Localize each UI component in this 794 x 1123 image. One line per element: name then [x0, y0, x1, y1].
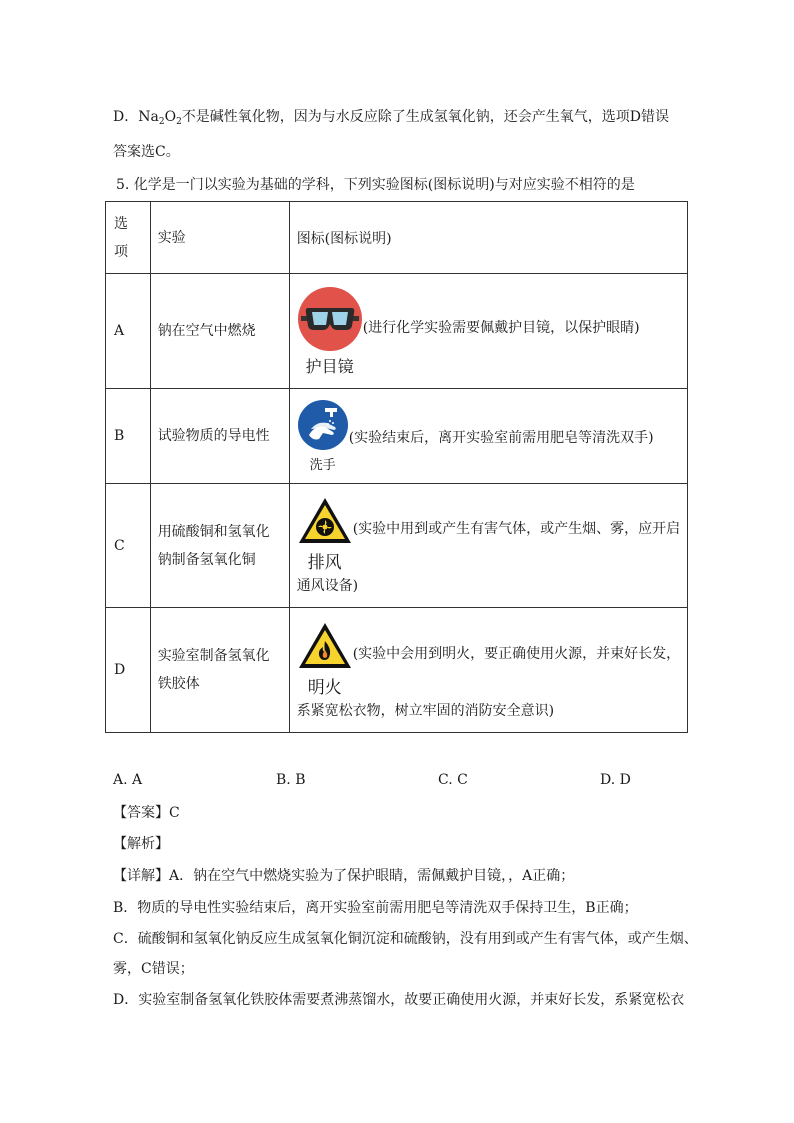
- row-experiment: 用硫酸铜和氢氧化 钠制备氢氧化铜: [150, 484, 289, 608]
- row-option: C: [106, 484, 151, 608]
- row-experiment: 钠在空气中燃烧: [150, 274, 289, 389]
- answer-label: 【答案】: [113, 805, 169, 821]
- icon-caption: 明火: [307, 677, 342, 698]
- icon-description: (实验中会用到明火，要正确使用火源，并束好长发，: [352, 645, 681, 662]
- open-flame-warning-icon: [297, 621, 353, 671]
- choice-d: D. D: [600, 772, 631, 788]
- icon-description-continued: 系紧宽松衣物，树立牢固的消防安全意识): [296, 702, 555, 719]
- table-row: [106, 608, 688, 733]
- icon-description: (进行化学实验需要佩戴护目镜，以保护眼睛): [362, 319, 640, 336]
- experiment-table: [105, 201, 688, 733]
- goggles-icon: [297, 286, 363, 352]
- question-stem: 5. 化学是一门以实验为基础的学科，下列实验图标(图标说明)与对应实验不相符的是: [116, 177, 635, 193]
- header-option: 选 项: [106, 202, 151, 274]
- analysis-line: 雾，C错误；: [113, 961, 194, 977]
- formula-na2o2: $Na_2O_2$: [138, 109, 182, 127]
- prev-answer-line-d: D．$Na_2O_2$不是碱性氧化物，因为与水反应除了生成氢氧化钠，还会产生氧气，选项D错误: [113, 109, 670, 127]
- analysis-line: B．物质的导电性实验结束后，离开实验室前需用肥皂等清洗双手保持卫生，B正确；: [113, 900, 638, 916]
- choice-b: B. B: [276, 772, 306, 788]
- icon-description: (实验结束后，离开实验室前需用肥皂等清洗双手): [348, 430, 654, 446]
- row-option: B: [106, 389, 151, 484]
- row-experiment: 实验室制备氢氧化 铁胶体: [150, 608, 289, 733]
- analysis-line: C．硫酸铜和氢氧化钠反应生成氢氧化铜沉淀和硫酸钠，没有用到或产生有害气体，或产生烟、: [113, 931, 698, 947]
- table-row: [106, 484, 688, 608]
- icon-caption: 护目镜: [305, 356, 354, 376]
- ventilation-warning-icon: [297, 496, 353, 546]
- hand-wash-icon: [297, 399, 349, 451]
- choice-c: C. C: [438, 772, 468, 788]
- icon-description-continued: 通风设备): [296, 578, 359, 594]
- choice-a: A. A: [113, 772, 143, 788]
- analysis-line: D．实验室制备氢氧化铁胶体需要煮沸蒸馏水，故要正确使用火源，并束好长发，系紧宽松衣: [113, 992, 685, 1008]
- prev-answer-conclusion: 答案选C。: [113, 144, 180, 160]
- icon-description: (实验中用到或产生有害气体，或产生烟、雾，应开启: [352, 521, 681, 537]
- table-row: [106, 389, 688, 484]
- row-experiment: 试验物质的导电性: [150, 389, 289, 484]
- icon-caption: 排风: [307, 553, 342, 573]
- analysis-label: 【解析】: [113, 836, 169, 852]
- row-option: D: [106, 608, 151, 733]
- row-option: A: [106, 274, 151, 389]
- answer-line: [113, 803, 180, 823]
- table-header-row: [106, 202, 688, 274]
- header-experiment: 实验: [150, 202, 289, 274]
- icon-caption: 洗手: [309, 458, 336, 473]
- answer-value: C: [169, 805, 180, 821]
- header-icon: 图标(图标说明): [289, 202, 687, 274]
- analysis-line: 【详解】A．钠在空气中燃烧实验为了保护眼睛，需佩戴护目镜，，A正确；: [113, 868, 575, 884]
- table-row: [106, 274, 688, 389]
